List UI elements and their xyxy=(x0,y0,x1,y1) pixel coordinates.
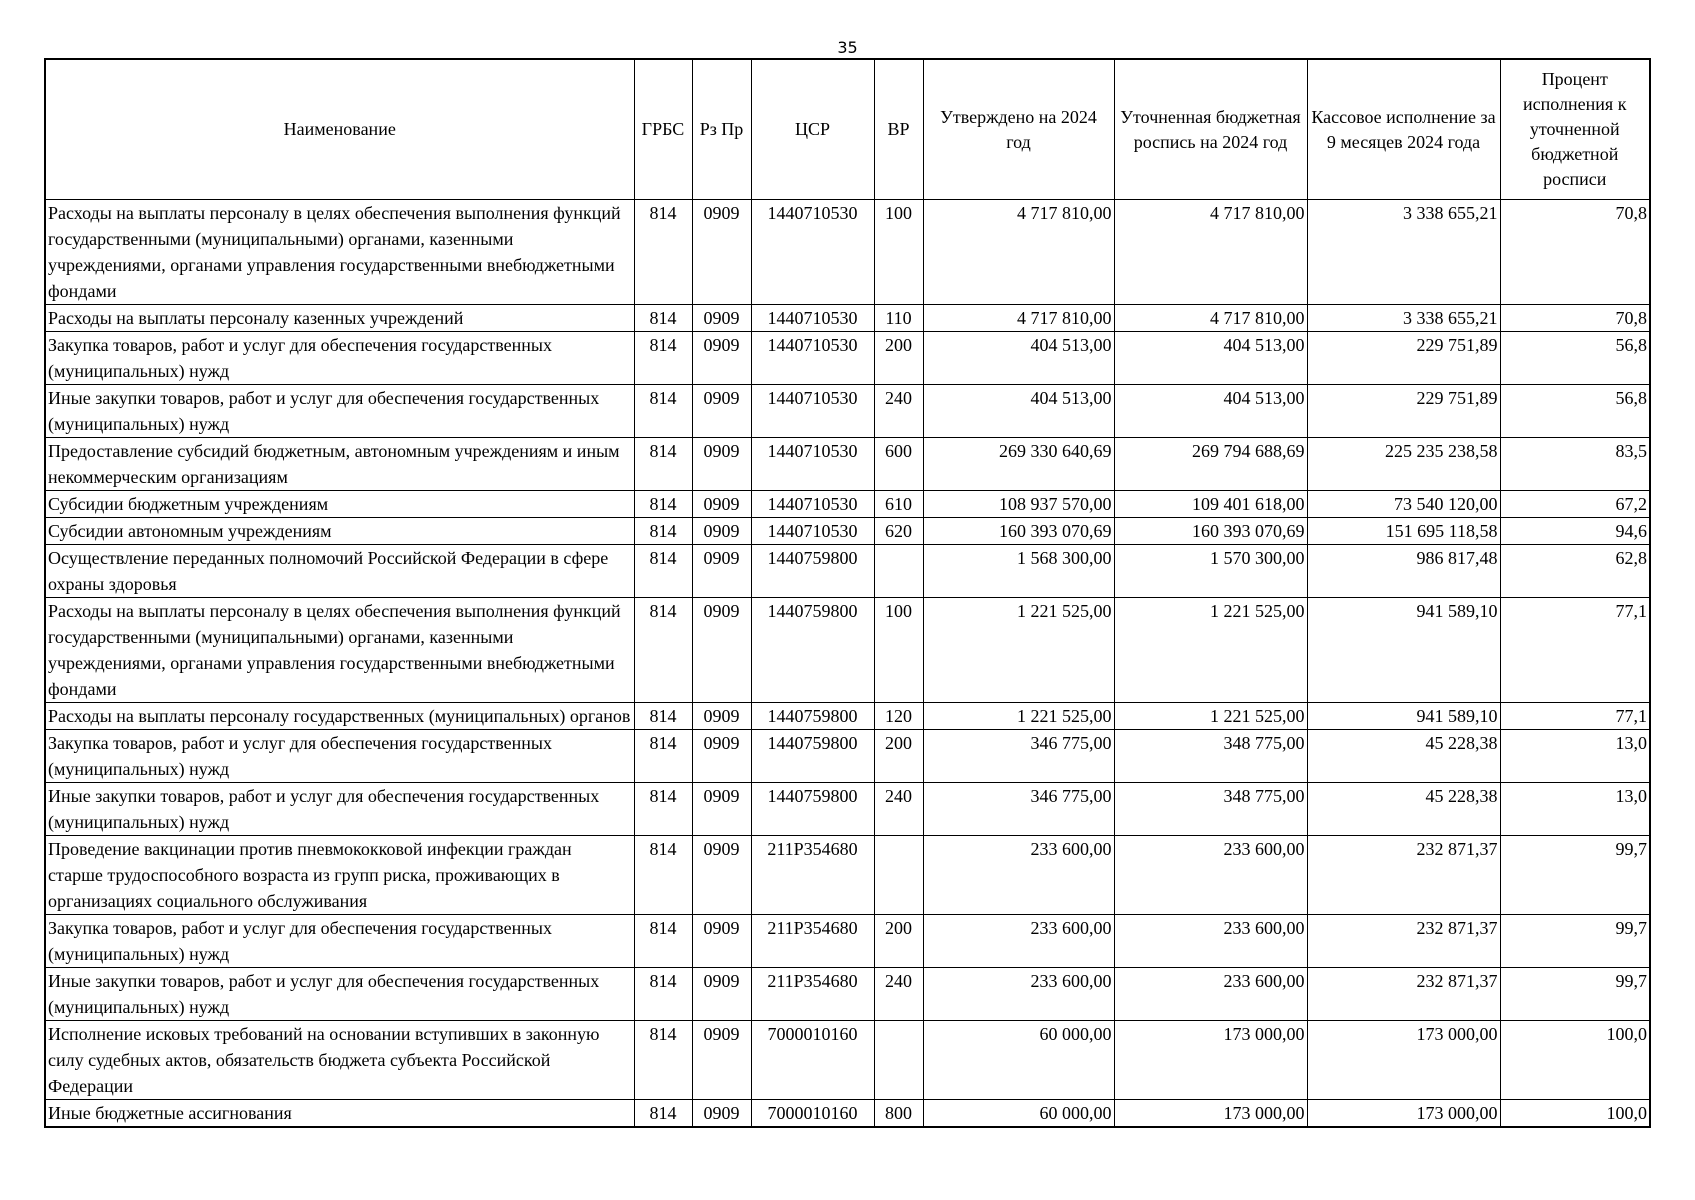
cell-approved: 404 513,00 xyxy=(923,332,1114,385)
cell-refined: 233 600,00 xyxy=(1114,915,1307,968)
cell-percent: 70,8 xyxy=(1500,200,1650,305)
cell-approved: 346 775,00 xyxy=(923,783,1114,836)
cell-percent: 62,8 xyxy=(1500,545,1650,598)
cell-csr: 7000010160 xyxy=(751,1021,874,1100)
page-number: 35 xyxy=(837,38,858,57)
cell-name: Закупка товаров, работ и услуг для обеспечения государственных (муниципальных) нужд xyxy=(45,915,634,968)
cell-csr: 1440759800 xyxy=(751,703,874,730)
cell-rzpr: 0909 xyxy=(692,332,751,385)
cell-csr: 1440710530 xyxy=(751,332,874,385)
table-row xyxy=(45,1100,1650,1128)
cell-csr: 1440759800 xyxy=(751,783,874,836)
cell-executed: 229 751,89 xyxy=(1307,385,1500,438)
header-refined: Уточненная бюджетная роспись на 2024 год xyxy=(1114,59,1307,200)
table-row xyxy=(45,332,1650,385)
table-row xyxy=(45,1021,1650,1100)
cell-percent: 56,8 xyxy=(1500,385,1650,438)
cell-rzpr: 0909 xyxy=(692,703,751,730)
cell-executed: 986 817,48 xyxy=(1307,545,1500,598)
cell-vr: 240 xyxy=(874,783,923,836)
budget-table-container xyxy=(44,58,1651,1128)
cell-percent: 77,1 xyxy=(1500,703,1650,730)
cell-approved: 233 600,00 xyxy=(923,968,1114,1021)
cell-csr: 1440759800 xyxy=(751,545,874,598)
cell-grbs: 814 xyxy=(634,703,692,730)
cell-rzpr: 0909 xyxy=(692,968,751,1021)
cell-vr xyxy=(874,836,923,915)
cell-vr xyxy=(874,545,923,598)
cell-approved: 1 221 525,00 xyxy=(923,703,1114,730)
header-rzpr: Рз Пр xyxy=(692,59,751,200)
table-row xyxy=(45,968,1650,1021)
cell-grbs: 814 xyxy=(634,545,692,598)
cell-executed: 3 338 655,21 xyxy=(1307,200,1500,305)
cell-name: Расходы на выплаты персоналу государственных (муниципальных) органов xyxy=(45,703,634,730)
cell-rzpr: 0909 xyxy=(692,915,751,968)
cell-percent: 100,0 xyxy=(1500,1021,1650,1100)
cell-refined: 4 717 810,00 xyxy=(1114,200,1307,305)
cell-percent: 13,0 xyxy=(1500,783,1650,836)
cell-approved: 60 000,00 xyxy=(923,1021,1114,1100)
cell-grbs: 814 xyxy=(634,385,692,438)
cell-grbs: 814 xyxy=(634,836,692,915)
cell-vr xyxy=(874,1021,923,1100)
cell-name: Субсидии автономным учреждениям xyxy=(45,518,634,545)
cell-executed: 232 871,37 xyxy=(1307,836,1500,915)
cell-grbs: 814 xyxy=(634,1021,692,1100)
cell-executed: 3 338 655,21 xyxy=(1307,305,1500,332)
cell-rzpr: 0909 xyxy=(692,836,751,915)
header-csr: ЦСР xyxy=(751,59,874,200)
cell-percent: 70,8 xyxy=(1500,305,1650,332)
cell-csr: 1440710530 xyxy=(751,491,874,518)
cell-name: Расходы на выплаты персоналу в целях обеспечения выполнения функций государственными (муниципальными) органами, казенными учреждениями, органами управления государственными внебюджетными фондами xyxy=(45,200,634,305)
cell-percent: 77,1 xyxy=(1500,598,1650,703)
table-row xyxy=(45,598,1650,703)
header-name: Наименование xyxy=(45,59,634,200)
cell-grbs: 814 xyxy=(634,332,692,385)
cell-rzpr: 0909 xyxy=(692,1100,751,1128)
cell-rzpr: 0909 xyxy=(692,598,751,703)
header-executed: Кассовое исполнение за 9 месяцев 2024 года xyxy=(1307,59,1500,200)
cell-vr: 120 xyxy=(874,703,923,730)
table-row xyxy=(45,545,1650,598)
cell-refined: 348 775,00 xyxy=(1114,730,1307,783)
cell-name: Осуществление переданных полномочий Российской Федерации в сфере охраны здоровья xyxy=(45,545,634,598)
cell-name: Иные закупки товаров, работ и услуг для обеспечения государственных (муниципальных) нужд xyxy=(45,385,634,438)
cell-grbs: 814 xyxy=(634,305,692,332)
cell-grbs: 814 xyxy=(634,968,692,1021)
cell-vr: 240 xyxy=(874,968,923,1021)
cell-refined: 269 794 688,69 xyxy=(1114,438,1307,491)
cell-refined: 160 393 070,69 xyxy=(1114,518,1307,545)
cell-refined: 233 600,00 xyxy=(1114,968,1307,1021)
cell-refined: 173 000,00 xyxy=(1114,1021,1307,1100)
cell-name: Проведение вакцинации против пневмококковой инфекции граждан старше трудоспособного возраста из групп риска, проживающих в организациях социального обслуживания xyxy=(45,836,634,915)
cell-csr: 1440710530 xyxy=(751,305,874,332)
cell-name: Иные закупки товаров, работ и услуг для обеспечения государственных (муниципальных) нужд xyxy=(45,783,634,836)
table-row xyxy=(45,200,1650,305)
table-row xyxy=(45,385,1650,438)
cell-vr: 100 xyxy=(874,200,923,305)
cell-vr: 600 xyxy=(874,438,923,491)
cell-percent: 13,0 xyxy=(1500,730,1650,783)
cell-vr: 110 xyxy=(874,305,923,332)
cell-csr: 1440759800 xyxy=(751,730,874,783)
cell-percent: 94,6 xyxy=(1500,518,1650,545)
cell-executed: 232 871,37 xyxy=(1307,915,1500,968)
cell-csr: 1440710530 xyxy=(751,438,874,491)
cell-csr: 211Р354680 xyxy=(751,968,874,1021)
cell-csr: 1440759800 xyxy=(751,598,874,703)
cell-executed: 173 000,00 xyxy=(1307,1100,1500,1128)
cell-executed: 941 589,10 xyxy=(1307,598,1500,703)
cell-percent: 56,8 xyxy=(1500,332,1650,385)
header-grbs: ГРБС xyxy=(634,59,692,200)
cell-vr: 200 xyxy=(874,730,923,783)
cell-approved: 346 775,00 xyxy=(923,730,1114,783)
cell-refined: 233 600,00 xyxy=(1114,836,1307,915)
cell-csr: 211Р354680 xyxy=(751,836,874,915)
cell-rzpr: 0909 xyxy=(692,518,751,545)
table-header-row xyxy=(45,59,1650,200)
table-row xyxy=(45,438,1650,491)
cell-approved: 233 600,00 xyxy=(923,915,1114,968)
cell-csr: 1440710530 xyxy=(751,385,874,438)
cell-executed: 45 228,38 xyxy=(1307,783,1500,836)
cell-approved: 1 221 525,00 xyxy=(923,598,1114,703)
cell-grbs: 814 xyxy=(634,598,692,703)
cell-rzpr: 0909 xyxy=(692,200,751,305)
cell-refined: 173 000,00 xyxy=(1114,1100,1307,1128)
cell-refined: 1 570 300,00 xyxy=(1114,545,1307,598)
cell-approved: 108 937 570,00 xyxy=(923,491,1114,518)
header-approved: Утверждено на 2024 год xyxy=(923,59,1114,200)
cell-name: Закупка товаров, работ и услуг для обеспечения государственных (муниципальных) нужд xyxy=(45,332,634,385)
cell-percent: 67,2 xyxy=(1500,491,1650,518)
cell-rzpr: 0909 xyxy=(692,438,751,491)
cell-vr: 620 xyxy=(874,518,923,545)
cell-refined: 404 513,00 xyxy=(1114,385,1307,438)
cell-rzpr: 0909 xyxy=(692,305,751,332)
cell-csr: 1440710530 xyxy=(751,518,874,545)
cell-name: Иные закупки товаров, работ и услуг для обеспечения государственных (муниципальных) нужд xyxy=(45,968,634,1021)
cell-refined: 1 221 525,00 xyxy=(1114,703,1307,730)
header-vr: ВР xyxy=(874,59,923,200)
cell-percent: 99,7 xyxy=(1500,915,1650,968)
table-row xyxy=(45,783,1650,836)
cell-name: Расходы на выплаты персоналу казенных учреждений xyxy=(45,305,634,332)
cell-percent: 100,0 xyxy=(1500,1100,1650,1128)
cell-grbs: 814 xyxy=(634,730,692,783)
cell-approved: 4 717 810,00 xyxy=(923,305,1114,332)
table-row xyxy=(45,915,1650,968)
table-row xyxy=(45,518,1650,545)
cell-vr: 200 xyxy=(874,915,923,968)
cell-approved: 233 600,00 xyxy=(923,836,1114,915)
cell-csr: 211Р354680 xyxy=(751,915,874,968)
cell-grbs: 814 xyxy=(634,200,692,305)
cell-executed: 151 695 118,58 xyxy=(1307,518,1500,545)
table-body xyxy=(45,200,1650,1128)
cell-rzpr: 0909 xyxy=(692,1021,751,1100)
cell-executed: 229 751,89 xyxy=(1307,332,1500,385)
cell-name: Закупка товаров, работ и услуг для обеспечения государственных (муниципальных) нужд xyxy=(45,730,634,783)
cell-executed: 173 000,00 xyxy=(1307,1021,1500,1100)
cell-approved: 269 330 640,69 xyxy=(923,438,1114,491)
cell-grbs: 814 xyxy=(634,1100,692,1128)
cell-executed: 73 540 120,00 xyxy=(1307,491,1500,518)
cell-name: Исполнение исковых требований на основании вступивших в законную силу судебных актов, обязательств бюджета субъекта Российской Федерации xyxy=(45,1021,634,1100)
cell-grbs: 814 xyxy=(634,491,692,518)
table-row xyxy=(45,703,1650,730)
cell-name: Иные бюджетные ассигнования xyxy=(45,1100,634,1128)
cell-rzpr: 0909 xyxy=(692,545,751,598)
cell-grbs: 814 xyxy=(634,518,692,545)
cell-vr: 800 xyxy=(874,1100,923,1128)
table-row xyxy=(45,491,1650,518)
cell-executed: 225 235 238,58 xyxy=(1307,438,1500,491)
cell-percent: 99,7 xyxy=(1500,836,1650,915)
cell-name: Расходы на выплаты персоналу в целях обеспечения выполнения функций государственными (муниципальными) органами, казенными учреждениями, органами управления государственными внебюджетными фондами xyxy=(45,598,634,703)
cell-refined: 4 717 810,00 xyxy=(1114,305,1307,332)
cell-vr: 100 xyxy=(874,598,923,703)
table-row xyxy=(45,305,1650,332)
cell-executed: 941 589,10 xyxy=(1307,703,1500,730)
cell-vr: 240 xyxy=(874,385,923,438)
cell-rzpr: 0909 xyxy=(692,730,751,783)
budget-execution-table xyxy=(44,58,1651,1128)
cell-refined: 1 221 525,00 xyxy=(1114,598,1307,703)
cell-vr: 200 xyxy=(874,332,923,385)
cell-approved: 404 513,00 xyxy=(923,385,1114,438)
cell-approved: 1 568 300,00 xyxy=(923,545,1114,598)
cell-rzpr: 0909 xyxy=(692,385,751,438)
cell-csr: 7000010160 xyxy=(751,1100,874,1128)
cell-csr: 1440710530 xyxy=(751,200,874,305)
cell-executed: 45 228,38 xyxy=(1307,730,1500,783)
table-row xyxy=(45,836,1650,915)
cell-percent: 99,7 xyxy=(1500,968,1650,1021)
cell-approved: 160 393 070,69 xyxy=(923,518,1114,545)
cell-percent: 83,5 xyxy=(1500,438,1650,491)
cell-grbs: 814 xyxy=(634,438,692,491)
cell-name: Предоставление субсидий бюджетным, автономным учреждениям и иным некоммерческим организациям xyxy=(45,438,634,491)
cell-approved: 4 717 810,00 xyxy=(923,200,1114,305)
cell-grbs: 814 xyxy=(634,783,692,836)
cell-refined: 404 513,00 xyxy=(1114,332,1307,385)
cell-vr: 610 xyxy=(874,491,923,518)
header-percent: Процент исполнения к уточненной бюджетной росписи xyxy=(1500,59,1650,200)
table-row xyxy=(45,730,1650,783)
cell-name: Субсидии бюджетным учреждениям xyxy=(45,491,634,518)
cell-rzpr: 0909 xyxy=(692,783,751,836)
cell-rzpr: 0909 xyxy=(692,491,751,518)
cell-refined: 348 775,00 xyxy=(1114,783,1307,836)
cell-approved: 60 000,00 xyxy=(923,1100,1114,1128)
cell-executed: 232 871,37 xyxy=(1307,968,1500,1021)
cell-grbs: 814 xyxy=(634,915,692,968)
cell-refined: 109 401 618,00 xyxy=(1114,491,1307,518)
